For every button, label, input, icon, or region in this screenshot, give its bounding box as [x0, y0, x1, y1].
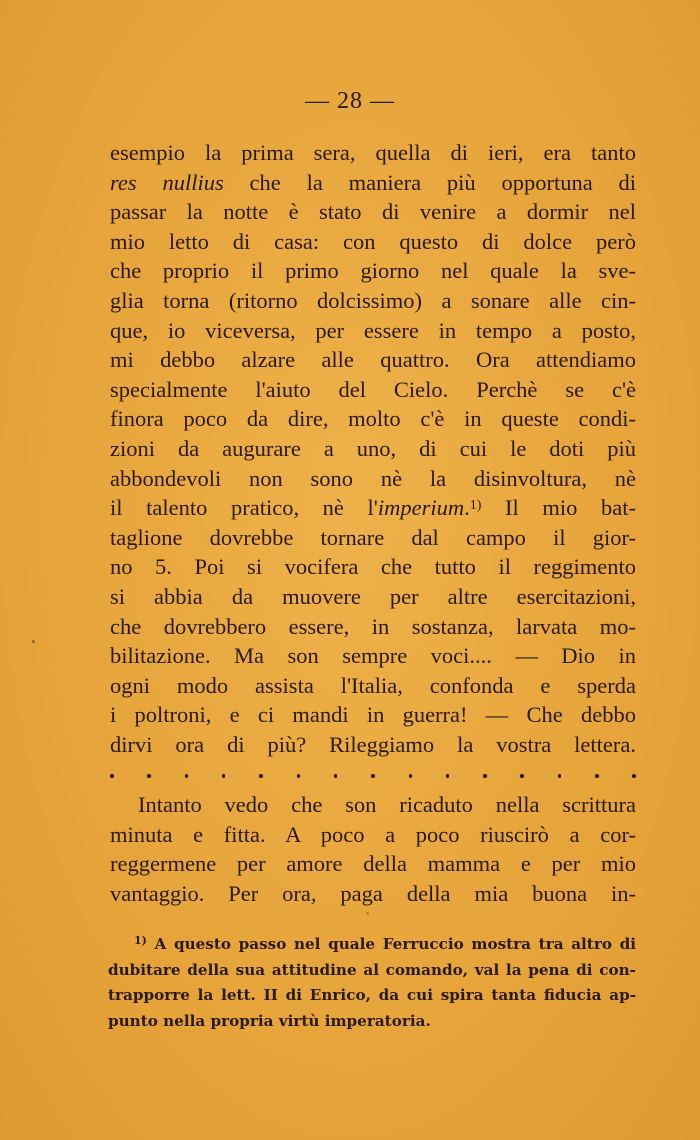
text-line: i poltroni, e ci mandi in guerra! — Che debbo: [110, 702, 636, 728]
text-line: res nullius che la maniera più opportuna di: [110, 169, 636, 195]
footnote-line: punto nella propria virtù imperatoria.: [108, 1011, 431, 1030]
text-line: minuta e fitta. A poco a poco riuscirò a cor-: [110, 821, 636, 847]
text-line: finora poco da dire, molto c'è in queste condi-: [110, 406, 636, 432]
footnote-line: dubitare della sua attitudine al comando, val la pena di con-: [108, 960, 636, 979]
paper-speck: [32, 640, 35, 643]
text-line: che dovrebbero essere, in sostanza, larvata mo-: [110, 613, 636, 639]
ellipsis-dot: [297, 774, 301, 778]
text-line: Intanto vedo che son ricaduto nella scrittura: [138, 792, 636, 817]
text-line: abbondevoli non sono nè la disinvoltura, nè: [110, 465, 636, 491]
ellipsis-dot-row: [110, 764, 636, 788]
text-line: ogni modo assista l'Italia, confonda e sperda: [110, 672, 636, 698]
text-line: esempio la prima sera, quella di ieri, era tanto: [110, 140, 636, 165]
paragraph-2: [110, 790, 636, 908]
text-line: que, io viceversa, per essere in tempo a posto,: [110, 317, 636, 343]
paper-speck: [366, 912, 369, 915]
text-line: il talento pratico, nè l'imperium.$^{1)}$ Il mio bat-: [110, 495, 636, 521]
ellipsis-dot: [446, 774, 450, 778]
text-line: si abbia da muovere per altre esercitazioni,: [110, 583, 636, 609]
ellipsis-dot: [595, 774, 599, 778]
text-line: zioni da augurare a uno, di cui le doti più: [110, 435, 636, 461]
ellipsis-dot: [185, 774, 189, 778]
text-line: bilitazione. Ma son sempre voci.... — Dio in: [110, 643, 636, 669]
footnote-line: $^{1)}$ A questo passo nel quale Ferruccio mostra tra altro di: [134, 934, 636, 953]
ellipsis-dot: [520, 774, 524, 778]
text-line: mi debbo alzare alle quattro. Ora attendiamo: [110, 347, 636, 373]
ellipsis-dot: [259, 774, 263, 778]
ellipsis-dot: [483, 774, 487, 778]
ellipsis-dot: [334, 774, 338, 778]
text-line: no 5. Poi si vocifera che tutto il reggimento: [110, 554, 636, 580]
text-line: che proprio il primo giorno nel quale la sve-: [110, 258, 636, 284]
ellipsis-dot: [558, 774, 562, 778]
ellipsis-dot: [147, 774, 151, 778]
ellipsis-dot: [632, 774, 636, 778]
text-line: taglione dovrebbe tornare dal campo il gior-: [110, 524, 636, 550]
text-line: mio letto di casa: con questo di dolce però: [110, 228, 636, 254]
italic-phrase: res nullius: [110, 169, 224, 195]
text-line: specialmente l'aiuto del Cielo. Perchè se c'è: [110, 376, 636, 402]
text-line: vantaggio. Per ora, paga della mia buona in-: [110, 880, 636, 906]
ellipsis-dot: [110, 774, 114, 778]
footnote-line: trapporre la lett. II di Enrico, da cui spira tanta fiducia ap-: [108, 986, 636, 1004]
italic-phrase: imperium: [377, 495, 465, 521]
text-line: reggermene per amore della mamma e per mio: [110, 851, 636, 877]
text-line: dirvi ora di più? Rileggiamo la vostra lettera.: [110, 731, 636, 757]
ellipsis-dot: [409, 774, 413, 778]
ellipsis-dot: [222, 774, 226, 778]
ellipsis-dot: [371, 774, 375, 778]
footnote: [108, 932, 636, 1034]
footnote-marker: 1): [134, 934, 147, 947]
footnote-reference: 1): [469, 498, 482, 514]
text-line: passar la notte è stato di venire a dormir nel: [110, 199, 636, 225]
text-line: glia torna (ritorno dolcissimo) a sonare alle cin-: [110, 287, 636, 313]
page-number: — 28 —: [305, 88, 395, 114]
paragraph-1: [110, 138, 636, 759]
